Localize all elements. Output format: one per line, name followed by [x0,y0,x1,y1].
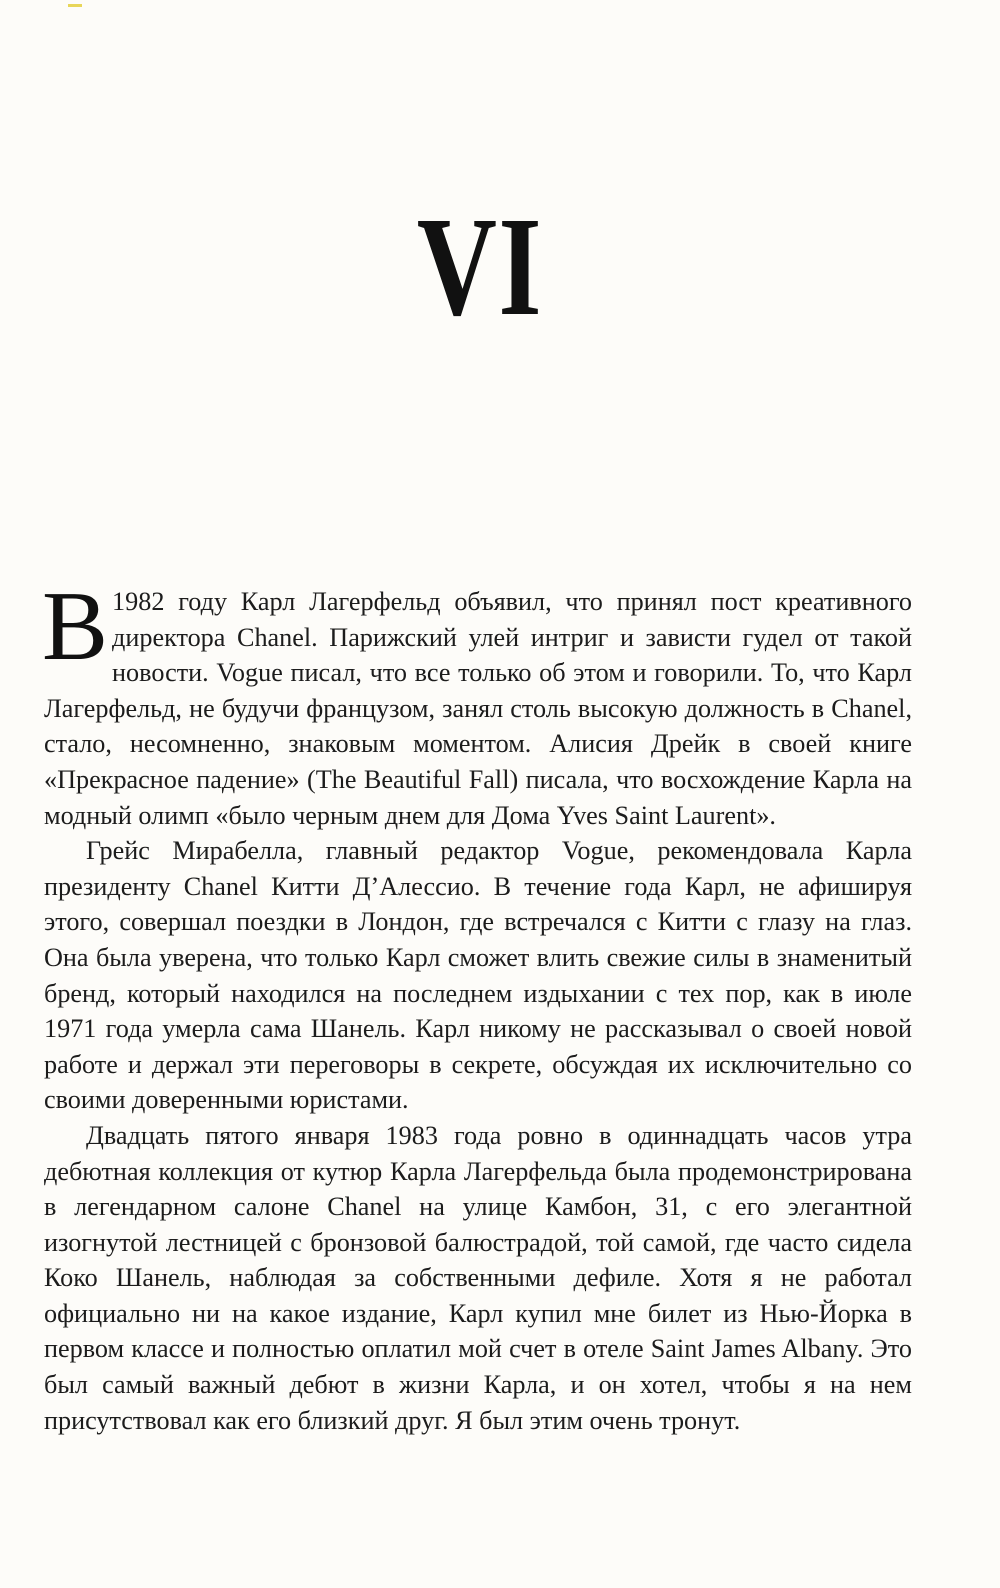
paragraph-3: Двадцать пятого января 1983 года ровно в одиннадцать часов утра дебютная коллекция от кутюр Карла Лагерфельда была продемонстрирована в легендарном салоне Chanel на улице Камбон, 31, с его элегантной изогнутой лестницей с бронзовой балюстрадой, той самой, где часто сидела Коко Шанель, наблюдая за собственными дефиле. Хотя я не работал официально ни на какое издание, Карл купил мне билет из Нью-Йорка в первом классе и полностью оплатил мой счет в отеле Saint James Albany. Это был самый важный дебют в жизни Карла, и он хотел, чтобы я на нем присутствовал как его близкий друг. Я был этим очень тронут. [44,1120,912,1435]
chapter-number: VI [416,187,544,345]
paragraph-1 [42,572,912,833]
drop-cap: В [42,572,109,681]
paragraph-1-text: 1982 году Карл Лагерфельд объявил, что принял пост креативного директора Chanel. Парижский улей интриг и зависти гудел от такой новости. Vogue писал, что все только об этом и говорили. То, что Карл Лагерфельд, не будучи французом, занял столь высокую должность в Chanel, стало, несомненно, знаковым моментом. Алисия Дрейк в своей книге «Прекрасное падение» (The Beautiful Fall) писала, что восхождение Карла на модный олимп «было черным днем для Дома Yves Saint Laurent». [44,587,912,830]
paragraph-2: Грейс Мирабелла, главный редактор Vogue, рекомендовала Карла президенту Chanel Китти Д’Алессио. В течение года Карл, не афишируя этого, совершал поездки в Лондон, где встречался с Китти с глазу на глаз. Она была уверена, что только Карл сможет влить свежие силы в знаменитый бренд, который находился на последнем издыхании с тех пор, как в июле 1971 года умерла сама Шанель. Карл никому не рассказывал о своей новой работе и держал эти переговоры в секрете, обсуждая их исключительно со своими доверенными юристами. [44,836,912,1115]
chapter-body [42,572,912,1438]
scan-mark [68,4,82,7]
